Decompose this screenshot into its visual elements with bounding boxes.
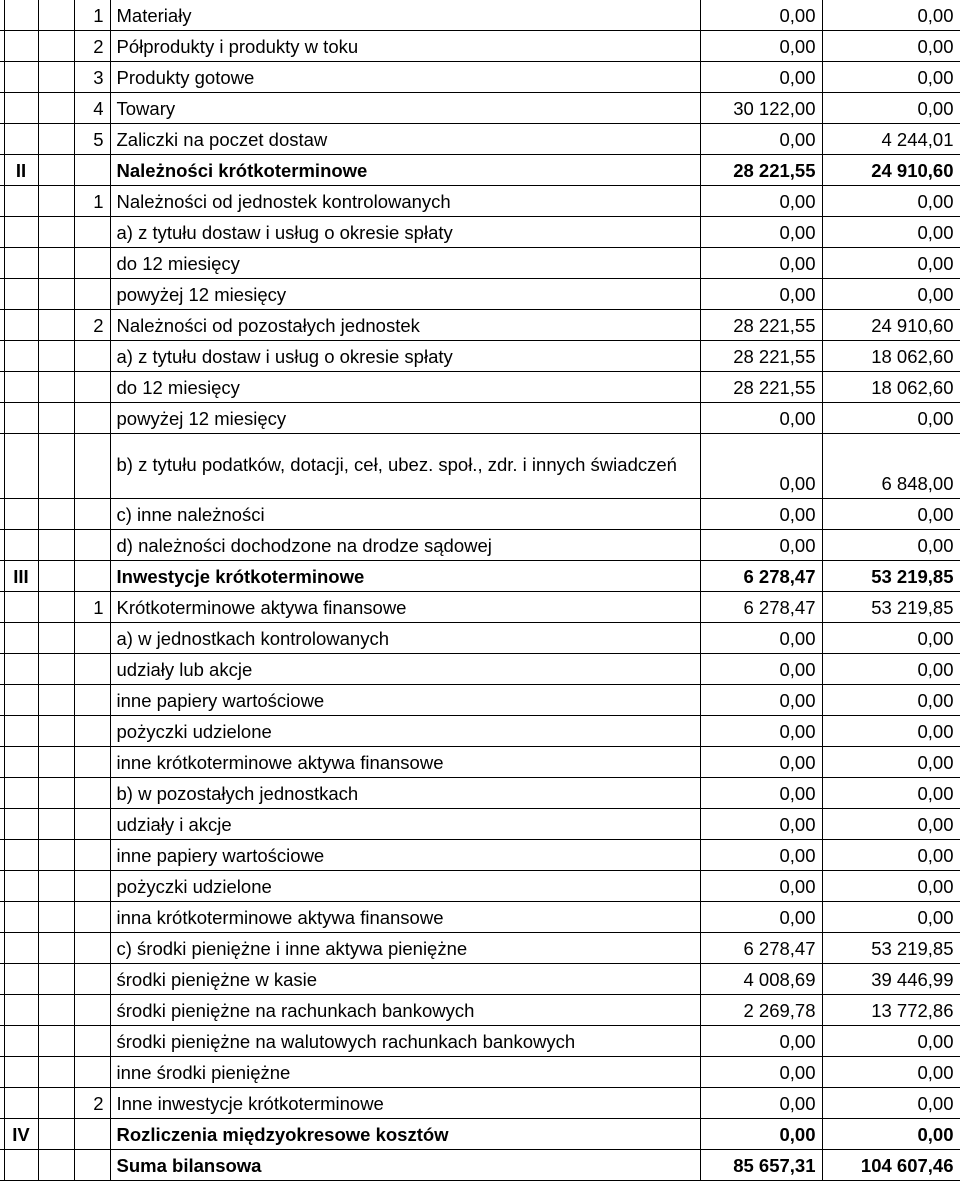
section-roman-cell — [4, 1150, 38, 1181]
section-roman-cell — [4, 31, 38, 62]
item-label-cell: a) z tytułu dostaw i usług o okresie spłaty — [110, 341, 700, 372]
empty-cell — [38, 902, 74, 933]
empty-cell — [38, 778, 74, 809]
item-label-cell: Inwestycje krótkoterminowe — [110, 561, 700, 592]
item-label-cell: powyżej 12 miesięcy — [110, 403, 700, 434]
section-roman-cell — [4, 403, 38, 434]
item-label-cell: środki pieniężne na walutowych rachunkach bankowych — [110, 1026, 700, 1057]
item-number-cell: 1 — [74, 186, 110, 217]
value-current-cell: 30 122,00 — [700, 93, 822, 124]
empty-cell — [38, 217, 74, 248]
value-current-cell: 0,00 — [700, 186, 822, 217]
table-row — [0, 403, 960, 434]
item-label-cell: do 12 miesięcy — [110, 248, 700, 279]
table-row — [0, 279, 960, 310]
table-row — [0, 1150, 960, 1181]
value-current-cell: 6 278,47 — [700, 561, 822, 592]
empty-cell — [38, 1119, 74, 1150]
empty-cell — [38, 530, 74, 561]
item-number-cell — [74, 809, 110, 840]
empty-cell — [38, 403, 74, 434]
empty-cell — [38, 341, 74, 372]
item-number-cell — [74, 561, 110, 592]
item-label-cell: a) z tytułu dostaw i usług o okresie spłaty — [110, 217, 700, 248]
empty-cell — [38, 124, 74, 155]
item-label-cell: Inne inwestycje krótkoterminowe — [110, 1088, 700, 1119]
empty-cell — [38, 623, 74, 654]
item-label-cell: b) w pozostałych jednostkach — [110, 778, 700, 809]
empty-cell — [38, 0, 74, 31]
section-roman-cell — [4, 341, 38, 372]
item-number-cell: 1 — [74, 592, 110, 623]
item-label-cell: Zaliczki na poczet dostaw — [110, 124, 700, 155]
section-roman-cell: II — [4, 155, 38, 186]
table-row — [0, 434, 960, 499]
item-label-cell: inne papiery wartościowe — [110, 840, 700, 871]
value-current-cell: 0,00 — [700, 499, 822, 530]
section-roman-cell — [4, 902, 38, 933]
item-number-cell — [74, 1150, 110, 1181]
table-row — [0, 623, 960, 654]
section-roman-cell — [4, 592, 38, 623]
item-label-cell: Towary — [110, 93, 700, 124]
value-current-cell: 28 221,55 — [700, 341, 822, 372]
value-current-cell: 85 657,31 — [700, 1150, 822, 1181]
empty-cell — [38, 716, 74, 747]
section-roman-cell — [4, 933, 38, 964]
item-label-cell: udziały i akcje — [110, 809, 700, 840]
item-number-cell — [74, 654, 110, 685]
table-row — [0, 341, 960, 372]
item-number-cell — [74, 840, 110, 871]
item-label-cell: do 12 miesięcy — [110, 372, 700, 403]
value-previous-cell: 0,00 — [822, 871, 960, 902]
section-roman-cell — [4, 186, 38, 217]
value-current-cell: 0,00 — [700, 1088, 822, 1119]
empty-cell — [38, 933, 74, 964]
table-row — [0, 654, 960, 685]
table-row — [0, 310, 960, 341]
value-current-cell: 0,00 — [700, 654, 822, 685]
value-current-cell: 0,00 — [700, 1119, 822, 1150]
table-row — [0, 561, 960, 592]
value-current-cell: 0,00 — [700, 403, 822, 434]
value-current-cell: 28 221,55 — [700, 310, 822, 341]
section-roman-cell — [4, 995, 38, 1026]
value-previous-cell: 104 607,46 — [822, 1150, 960, 1181]
table-row — [0, 31, 960, 62]
table-row — [0, 248, 960, 279]
item-number-cell — [74, 279, 110, 310]
item-number-cell — [74, 778, 110, 809]
section-roman-cell — [4, 0, 38, 31]
section-roman-cell — [4, 279, 38, 310]
value-previous-cell: 0,00 — [822, 248, 960, 279]
value-current-cell: 4 008,69 — [700, 964, 822, 995]
value-current-cell: 0,00 — [700, 716, 822, 747]
value-previous-cell: 53 219,85 — [822, 561, 960, 592]
item-label-cell: udziały lub akcje — [110, 654, 700, 685]
value-previous-cell: 4 244,01 — [822, 124, 960, 155]
section-roman-cell — [4, 93, 38, 124]
empty-cell — [38, 31, 74, 62]
empty-cell — [38, 561, 74, 592]
empty-cell — [38, 1026, 74, 1057]
value-previous-cell: 6 848,00 — [822, 434, 960, 499]
empty-cell — [38, 186, 74, 217]
value-previous-cell: 0,00 — [822, 778, 960, 809]
value-current-cell: 0,00 — [700, 434, 822, 499]
value-previous-cell: 18 062,60 — [822, 341, 960, 372]
value-current-cell: 0,00 — [700, 623, 822, 654]
item-label-cell: Należności krótkoterminowe — [110, 155, 700, 186]
value-previous-cell: 0,00 — [822, 902, 960, 933]
item-number-cell — [74, 248, 110, 279]
value-current-cell: 0,00 — [700, 0, 822, 31]
table-row — [0, 0, 960, 31]
value-current-cell: 0,00 — [700, 747, 822, 778]
empty-cell — [38, 499, 74, 530]
item-label-cell: inne środki pieniężne — [110, 1057, 700, 1088]
section-roman-cell — [4, 871, 38, 902]
value-previous-cell: 39 446,99 — [822, 964, 960, 995]
table-row — [0, 778, 960, 809]
section-roman-cell — [4, 1026, 38, 1057]
item-number-cell: 2 — [74, 1088, 110, 1119]
value-current-cell: 0,00 — [700, 778, 822, 809]
empty-cell — [38, 434, 74, 499]
table-row — [0, 933, 960, 964]
section-roman-cell — [4, 248, 38, 279]
item-label-cell: Suma bilansowa — [110, 1150, 700, 1181]
item-number-cell — [74, 623, 110, 654]
value-previous-cell: 0,00 — [822, 747, 960, 778]
value-previous-cell: 0,00 — [822, 31, 960, 62]
empty-cell — [38, 809, 74, 840]
section-roman-cell — [4, 1057, 38, 1088]
value-previous-cell: 0,00 — [822, 1057, 960, 1088]
item-number-cell — [74, 716, 110, 747]
value-previous-cell: 0,00 — [822, 1088, 960, 1119]
item-label-cell: środki pieniężne w kasie — [110, 964, 700, 995]
value-current-cell: 2 269,78 — [700, 995, 822, 1026]
table-row — [0, 840, 960, 871]
item-number-cell — [74, 933, 110, 964]
value-previous-cell: 0,00 — [822, 62, 960, 93]
item-label-cell: powyżej 12 miesięcy — [110, 279, 700, 310]
empty-cell — [38, 279, 74, 310]
empty-cell — [38, 747, 74, 778]
item-number-cell — [74, 155, 110, 186]
empty-cell — [38, 840, 74, 871]
item-label-cell: inne krótkoterminowe aktywa finansowe — [110, 747, 700, 778]
section-roman-cell — [4, 747, 38, 778]
item-label-cell: c) inne należności — [110, 499, 700, 530]
section-roman-cell: IV — [4, 1119, 38, 1150]
value-current-cell: 0,00 — [700, 871, 822, 902]
table-row — [0, 1057, 960, 1088]
item-label-cell: b) z tytułu podatków, dotacji, ceł, ubez. społ., zdr. i innych świadczeń — [110, 434, 700, 499]
table-row — [0, 964, 960, 995]
empty-cell — [38, 62, 74, 93]
value-previous-cell: 0,00 — [822, 403, 960, 434]
value-previous-cell: 53 219,85 — [822, 933, 960, 964]
value-current-cell: 6 278,47 — [700, 592, 822, 623]
table-row — [0, 685, 960, 716]
empty-cell — [38, 685, 74, 716]
value-previous-cell: 0,00 — [822, 654, 960, 685]
value-current-cell: 0,00 — [700, 62, 822, 93]
value-previous-cell: 0,00 — [822, 716, 960, 747]
item-label-cell: Produkty gotowe — [110, 62, 700, 93]
table-row — [0, 124, 960, 155]
table-row — [0, 1026, 960, 1057]
item-number-cell — [74, 341, 110, 372]
value-current-cell: 0,00 — [700, 685, 822, 716]
value-current-cell: 0,00 — [700, 809, 822, 840]
value-previous-cell: 0,00 — [822, 809, 960, 840]
table-row — [0, 1088, 960, 1119]
item-label-cell: a) w jednostkach kontrolowanych — [110, 623, 700, 654]
item-label-cell: Należności od pozostałych jednostek — [110, 310, 700, 341]
value-previous-cell: 24 910,60 — [822, 155, 960, 186]
item-label-cell: środki pieniężne na rachunkach bankowych — [110, 995, 700, 1026]
item-label-cell: Materiały — [110, 0, 700, 31]
item-number-cell — [74, 1119, 110, 1150]
empty-cell — [38, 1057, 74, 1088]
section-roman-cell — [4, 716, 38, 747]
item-number-cell — [74, 217, 110, 248]
value-previous-cell: 0,00 — [822, 1026, 960, 1057]
value-previous-cell: 0,00 — [822, 279, 960, 310]
table-row — [0, 217, 960, 248]
item-number-cell — [74, 871, 110, 902]
table-row — [0, 809, 960, 840]
section-roman-cell — [4, 964, 38, 995]
value-current-cell: 0,00 — [700, 124, 822, 155]
value-previous-cell: 53 219,85 — [822, 592, 960, 623]
value-previous-cell: 0,00 — [822, 623, 960, 654]
empty-cell — [38, 1150, 74, 1181]
section-roman-cell — [4, 654, 38, 685]
item-label-cell: inne papiery wartościowe — [110, 685, 700, 716]
item-number-cell — [74, 499, 110, 530]
table-row — [0, 93, 960, 124]
table-row — [0, 530, 960, 561]
item-number-cell — [74, 403, 110, 434]
empty-cell — [38, 871, 74, 902]
item-number-cell: 2 — [74, 310, 110, 341]
item-number-cell — [74, 434, 110, 499]
table-row — [0, 499, 960, 530]
section-roman-cell — [4, 685, 38, 716]
item-number-cell — [74, 372, 110, 403]
empty-cell — [38, 964, 74, 995]
value-previous-cell: 0,00 — [822, 93, 960, 124]
section-roman-cell — [4, 310, 38, 341]
value-current-cell: 28 221,55 — [700, 372, 822, 403]
section-roman-cell — [4, 372, 38, 403]
table-row — [0, 871, 960, 902]
section-roman-cell — [4, 778, 38, 809]
value-current-cell: 0,00 — [700, 530, 822, 561]
empty-cell — [38, 995, 74, 1026]
empty-cell — [38, 155, 74, 186]
section-roman-cell — [4, 623, 38, 654]
section-roman-cell — [4, 530, 38, 561]
value-previous-cell: 0,00 — [822, 685, 960, 716]
item-label-cell: Rozliczenia międzyokresowe kosztów — [110, 1119, 700, 1150]
section-roman-cell — [4, 499, 38, 530]
empty-cell — [38, 372, 74, 403]
value-previous-cell: 0,00 — [822, 1119, 960, 1150]
section-roman-cell — [4, 434, 38, 499]
value-previous-cell: 13 772,86 — [822, 995, 960, 1026]
table-row — [0, 747, 960, 778]
item-number-cell — [74, 530, 110, 561]
empty-cell — [38, 592, 74, 623]
empty-cell — [38, 654, 74, 685]
value-current-cell: 28 221,55 — [700, 155, 822, 186]
value-previous-cell: 18 062,60 — [822, 372, 960, 403]
item-label-cell: Należności od jednostek kontrolowanych — [110, 186, 700, 217]
item-number-cell: 4 — [74, 93, 110, 124]
table-row — [0, 995, 960, 1026]
table-row — [0, 716, 960, 747]
table-row — [0, 372, 960, 403]
value-previous-cell: 0,00 — [822, 186, 960, 217]
section-roman-cell: III — [4, 561, 38, 592]
item-number-cell — [74, 964, 110, 995]
value-previous-cell: 0,00 — [822, 840, 960, 871]
item-label-cell: inna krótkoterminowe aktywa finansowe — [110, 902, 700, 933]
item-number-cell — [74, 902, 110, 933]
empty-cell — [38, 248, 74, 279]
item-number-cell — [74, 995, 110, 1026]
item-number-cell: 2 — [74, 31, 110, 62]
section-roman-cell — [4, 809, 38, 840]
table-row — [0, 62, 960, 93]
value-current-cell: 0,00 — [700, 279, 822, 310]
item-label-cell: Półprodukty i produkty w toku — [110, 31, 700, 62]
value-current-cell: 0,00 — [700, 31, 822, 62]
item-number-cell — [74, 747, 110, 778]
section-roman-cell — [4, 62, 38, 93]
item-label-cell: pożyczki udzielone — [110, 716, 700, 747]
value-current-cell: 0,00 — [700, 902, 822, 933]
item-label-cell: d) należności dochodzone na drodze sądowej — [110, 530, 700, 561]
item-number-cell — [74, 1026, 110, 1057]
table-row — [0, 902, 960, 933]
item-number-cell: 3 — [74, 62, 110, 93]
value-current-cell: 0,00 — [700, 840, 822, 871]
table-row — [0, 592, 960, 623]
value-previous-cell: 0,00 — [822, 530, 960, 561]
value-previous-cell: 0,00 — [822, 217, 960, 248]
value-current-cell: 0,00 — [700, 1057, 822, 1088]
item-label-cell: c) środki pieniężne i inne aktywa pieniężne — [110, 933, 700, 964]
item-number-cell: 5 — [74, 124, 110, 155]
section-roman-cell — [4, 1088, 38, 1119]
value-previous-cell: 0,00 — [822, 499, 960, 530]
table-row — [0, 186, 960, 217]
section-roman-cell — [4, 840, 38, 871]
item-number-cell: 1 — [74, 0, 110, 31]
value-previous-cell: 0,00 — [822, 0, 960, 31]
item-label-cell: pożyczki udzielone — [110, 871, 700, 902]
empty-cell — [38, 1088, 74, 1119]
item-number-cell — [74, 685, 110, 716]
value-current-cell: 0,00 — [700, 248, 822, 279]
table-row — [0, 155, 960, 186]
item-number-cell — [74, 1057, 110, 1088]
value-current-cell: 6 278,47 — [700, 933, 822, 964]
value-current-cell: 0,00 — [700, 1026, 822, 1057]
table-row — [0, 1119, 960, 1150]
section-roman-cell — [4, 217, 38, 248]
value-current-cell: 0,00 — [700, 217, 822, 248]
empty-cell — [38, 93, 74, 124]
empty-cell — [38, 310, 74, 341]
item-label-cell: Krótkoterminowe aktywa finansowe — [110, 592, 700, 623]
value-previous-cell: 24 910,60 — [822, 310, 960, 341]
section-roman-cell — [4, 124, 38, 155]
